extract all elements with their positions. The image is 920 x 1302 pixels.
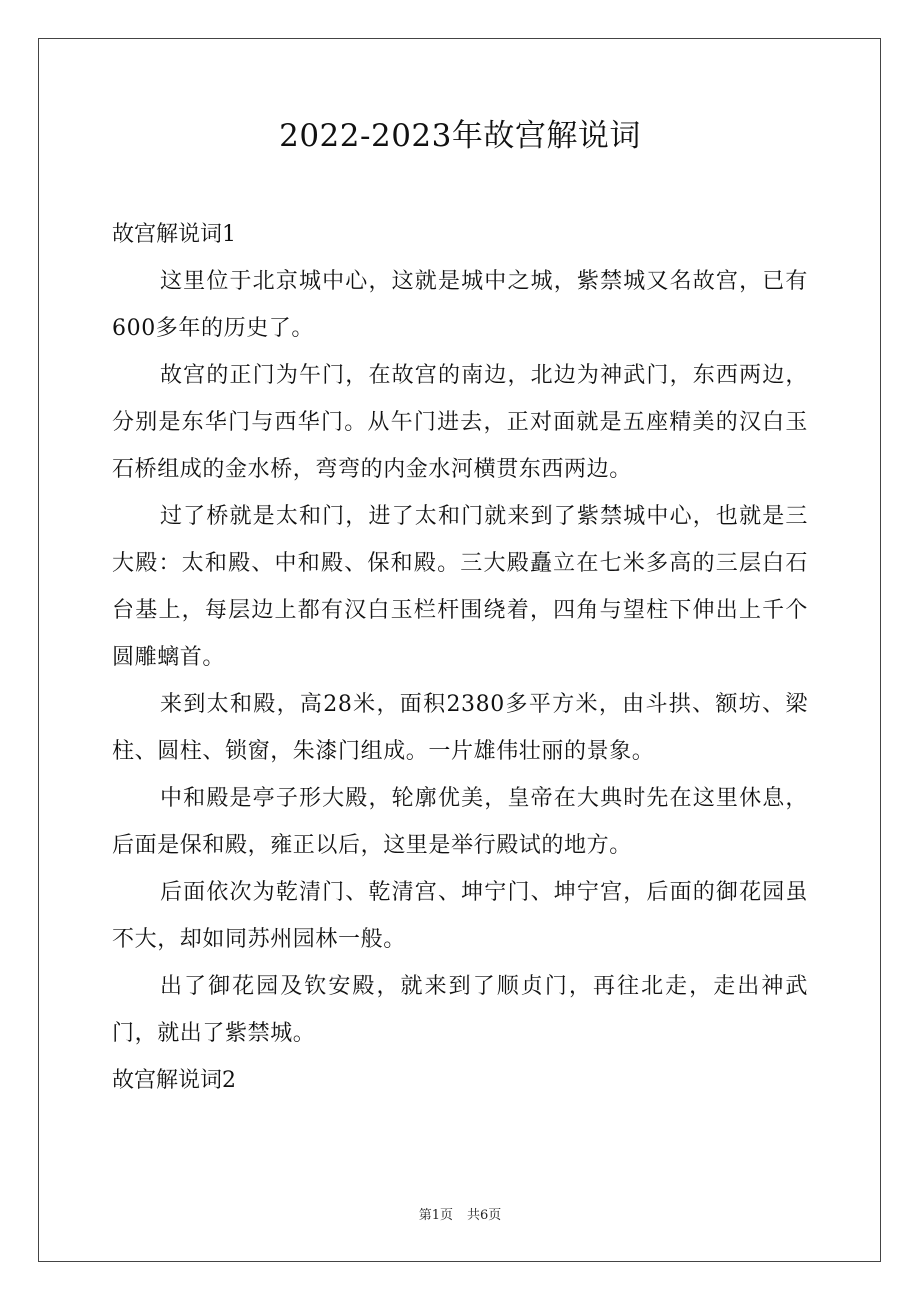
paragraph: 出了御花园及钦安殿，就来到了顺贞门，再往北走，走出神武门，就出了紫禁城。 — [112, 974, 808, 1046]
document-body — [112, 211, 808, 1104]
page-footer — [0, 1207, 920, 1225]
paragraph: 这里位于北京城中心，这就是城中之城，紫禁城又名故宫，已有600多年的历史了。 — [112, 269, 808, 341]
paragraph: 故宫的正门为午门，在故宫的南边，北边为神武门，东西两边，分别是东华门与西华门。从午门进去，正对面就是五座精美的汉白玉石桥组成的金水桥，弯弯的内金水河横贯东西两边。 — [112, 363, 808, 482]
page-number-current: 第1页 — [418, 1208, 453, 1223]
paragraph: 中和殿是亭子形大殿，轮廓优美，皇帝在大典时先在这里休息，后面是保和殿，雍正以后，这里是举行殿试的地方。 — [112, 786, 808, 858]
paragraph: 来到太和殿，高28米，面积2380多平方米，由斗拱、额坊、梁柱、圆柱、锁窗，朱漆门组成。一片雄伟壮丽的景象。 — [112, 692, 808, 764]
page-number-total: 共6页 — [467, 1208, 502, 1223]
document-title: 2022-2023年故宫解说词 — [279, 118, 641, 154]
section-heading-1: 故宫解说词1 — [112, 222, 236, 247]
section-heading-2: 故宫解说词2 — [112, 1068, 236, 1093]
paragraph: 后面依次为乾清门、乾清宫、坤宁门、坤宁宫，后面的御花园虽不大，却如同苏州园林一般。 — [112, 880, 808, 952]
paragraph: 过了桥就是太和门，进了太和门就来到了紫禁城中心，也就是三大殿：太和殿、中和殿、保和殿。三大殿矗立在七米多高的三层白石台基上，每层边上都有汉白玉栏杆围绕着，四角与望柱下伸出上千个圆雕螭首。 — [112, 504, 808, 670]
